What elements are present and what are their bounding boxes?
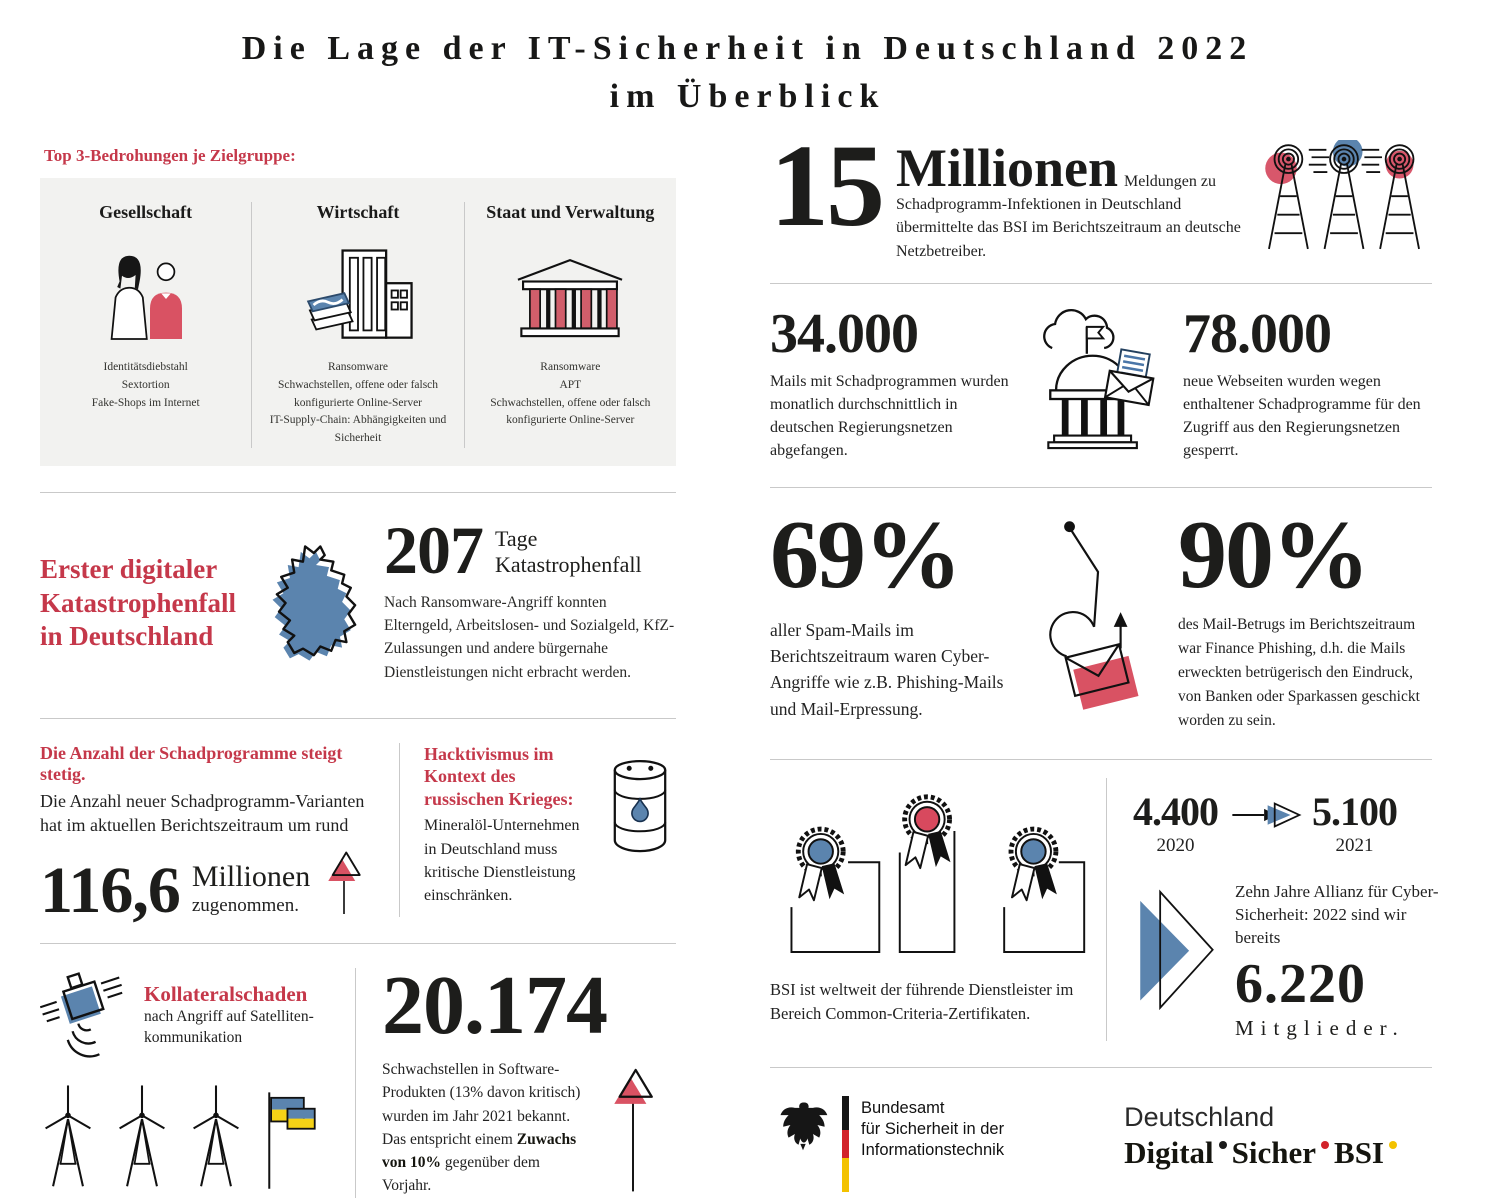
government-networks-section: [770, 284, 1432, 487]
katastrophe-stats: [384, 512, 676, 684]
page-title: [0, 30, 1495, 116]
collateral-subheading-line1: nach Angriff auf Satelliten-: [144, 1008, 314, 1026]
alliance-to: [1312, 788, 1397, 857]
gov-mails-number: 34.000: [770, 302, 918, 365]
brand-claim: Digital Sicher BSI: [1124, 1135, 1402, 1171]
hacktivism-block: [400, 743, 676, 918]
infections-unit: Millionen: [896, 138, 1119, 198]
vulnerabilities-body: Schwachstellen in Software-Produkten (13% davon kritisch) wurden im Jahr 2021 bekannt. Das entspricht einem Zuwachs von 10% gegenüber dem Vorjahr.: [382, 1061, 581, 1195]
vulnerabilities-block: [356, 959, 676, 1198]
title-line2: im Überblick: [609, 78, 886, 115]
collateral-icons: [40, 1076, 339, 1192]
wind-turbine-icon: [40, 1076, 96, 1192]
collateral-vuln-section: [40, 944, 676, 1198]
malware-suffix: zugenommen.: [191, 895, 299, 917]
malware-heading: Die Anzahl der Schadprogramme steigt stetig.: [40, 742, 343, 784]
threat-item: Ransomware: [540, 361, 601, 373]
threat-group-wirtschaft: [251, 202, 463, 448]
threat-group-name: Gesellschaft: [99, 202, 193, 222]
gold-dot-icon: [1389, 1141, 1397, 1149]
katastrophe-body: Nach Ransomware-Angriff konnten Elterngeld, Arbeitslosen- und Sozialgeld, KfZ-Zulassungen und andere bürgernahe Dienstleistungen nicht erbracht werden.: [384, 593, 675, 681]
threat-item: Identitätsdiebstahl: [103, 361, 188, 373]
threat-item: IT-Supply-Chain: Abhängigkeiten und Sicherheit: [269, 414, 447, 445]
brand-country: Deutschland: [1124, 1101, 1275, 1132]
up-arrow-icon: [608, 1058, 658, 1198]
gov-mails-block: [770, 302, 1019, 463]
arrow-right-icon: [1228, 800, 1302, 830]
agency-line3: Informationstechnik: [861, 1140, 1005, 1159]
wind-turbine-icon: [114, 1076, 170, 1192]
katastrophe-number: 207: [384, 512, 483, 589]
alliance-number: 6.220: [1235, 952, 1366, 1015]
spam-body: aller Spam-Mails im Berichtszeitraum waren Cyber-Angriffe wie z.B. Phishing-Mails und Mail-Erpressung.: [770, 619, 1004, 719]
vulnerabilities-number: 20.174: [382, 959, 607, 1053]
infections-body: Meldungen zu Schadprogramm-Infektionen in Deutschland übermittelte das BSI im Berichtszeitraum an deutsche Netzbetreiber.: [896, 173, 1241, 260]
gov-mails-body: Mails mit Schadprogrammen wurden monatlich durchschnittlich in deutschen Regierungsnetzen abgefangen.: [770, 372, 1009, 460]
blocked-sites-block: [1183, 302, 1432, 463]
collateral-subheading-line2: kommunikation: [144, 1029, 243, 1047]
malware-unit: Millionen: [191, 860, 311, 894]
ukraine-flags-icon: [262, 1080, 322, 1192]
left-column: [40, 142, 676, 1198]
spam-block: [770, 500, 1038, 722]
threat-item: Ransomware: [327, 361, 389, 373]
infections-number: 15: [770, 120, 882, 251]
title-line1: Die Lage der IT-Sicherheit in Deutschland 2022: [241, 30, 1254, 67]
wind-turbine-icon: [188, 1076, 244, 1192]
malware-intro: Die Anzahl neuer Schadprogramm-Varianten hat im aktuellen Berichtszeitraum um rund: [40, 790, 365, 836]
threat-group-gesellschaft: [40, 202, 251, 448]
spam-phishing-section: [770, 488, 1432, 759]
phishing-hook-mail-icon: [1044, 514, 1154, 724]
threat-item: Sextortion: [121, 378, 170, 391]
threat-item: Schwachstellen, offene oder falsch konfigurierte Online-Server: [277, 378, 439, 409]
right-column: [770, 120, 1439, 1192]
threat-group-staat: [464, 202, 676, 448]
threat-items: [54, 359, 237, 412]
up-arrow-icon: [322, 845, 366, 917]
katastrophe-number-label: Tage Katastrophenfall: [495, 526, 642, 577]
alliance-text: Zehn Jahre Allianz für Cyber-Sicherheit: 2022 sind wir bereits: [1235, 881, 1439, 947]
threat-group-name: Wirtschaft: [316, 202, 400, 222]
alliance-block: [1106, 778, 1440, 1041]
brand-logo: [1124, 1102, 1402, 1171]
agency-name: [861, 1096, 1004, 1161]
collateral-heading: Kollateralschaden: [144, 982, 308, 1007]
company-building-icon: [266, 233, 449, 345]
bsi-agency-logo: [776, 1096, 1004, 1192]
phishing-block: [1160, 500, 1432, 733]
phishing-body: des Mail-Betrugs im Berichtszeitraum war Finance Phishing, d.h. die Mails erweckten betrügerisch den Eindruck, von Banken oder Sparkassen geschickt worden zu sein.: [1178, 615, 1420, 729]
alliance-from-year: 2020: [1156, 834, 1195, 856]
threat-item: Fake-Shops im Internet: [91, 396, 200, 409]
threat-items: [266, 359, 449, 448]
infections-section: [770, 120, 1432, 283]
people-icon: [54, 233, 237, 345]
agency-line2: für Sicherheit in der: [861, 1119, 1005, 1138]
blocked-sites-number: 78.000: [1183, 302, 1331, 365]
infections-text: [896, 138, 1242, 263]
black-dot-icon: [1219, 1141, 1227, 1149]
threat-item: APT: [559, 378, 582, 391]
malware-unit-block: [192, 862, 310, 917]
alliance-from: [1133, 788, 1218, 857]
katastrophe-section: [40, 493, 676, 718]
certificates-body: BSI ist weltweit der führende Dienstleister im Bereich Common-Criteria-Zertifikaten.: [770, 979, 1074, 1023]
german-flag-bar: [842, 1096, 849, 1192]
phishing-number: 90%: [1178, 500, 1368, 609]
malware-growth-block: [40, 742, 400, 927]
growth-triangle-icon: [1133, 881, 1219, 1041]
certificates-alliance-section: [770, 760, 1439, 1067]
collateral-block: [40, 968, 356, 1198]
radio-towers-icon: [1256, 140, 1432, 256]
red-dot-icon: [1321, 1141, 1329, 1149]
hacktivism-heading: Hacktivismus im Kontext des russischen Krieges:: [424, 743, 574, 809]
certificates-block: [770, 778, 1106, 1041]
hacktivism-body: Mineralöl-Unternehmen in Deutschland muss kritische Dienstleistung einschränken.: [424, 817, 580, 904]
alliance-to-year: 2021: [1335, 834, 1374, 856]
oil-barrel-icon: [604, 757, 676, 918]
alliance-to-value: 5.100: [1312, 788, 1397, 834]
malware-hacktivism-section: [40, 719, 676, 944]
threats-heading: Top 3-Bedrohungen je Zielgruppe:: [44, 146, 296, 165]
blocked-sites-body: neue Webseiten wurden wegen enthaltener Schadprogramme für den Zugriff aus den Regierungsnetzen gesperrt.: [1183, 372, 1421, 460]
government-building-icon: [479, 233, 662, 345]
threat-group-name: Staat und Verwaltung: [486, 202, 655, 222]
footer-logos: [770, 1068, 1432, 1192]
satellite-icon: [40, 968, 132, 1060]
medals-podium-icon: [770, 778, 1092, 964]
threats-box: [40, 178, 676, 466]
katastrophe-heading: Erster digitaler Katastrophenfall in Deutschland: [40, 553, 237, 652]
germany-map-icon: [266, 541, 366, 665]
alliance-label: Mitglieder.: [1235, 1015, 1405, 1040]
federal-eagle-icon: [776, 1096, 830, 1154]
threat-item: Schwachstellen, offene oder falsch konfigurierte Online-Server: [490, 396, 651, 427]
government-dome-mail-icon: [1025, 298, 1165, 450]
threat-items: [479, 359, 662, 430]
spam-number: 69%: [770, 500, 960, 609]
alliance-from-value: 4.400: [1133, 788, 1218, 834]
agency-line1: Bundesamt: [861, 1098, 945, 1117]
malware-number: 116,6: [40, 853, 180, 927]
